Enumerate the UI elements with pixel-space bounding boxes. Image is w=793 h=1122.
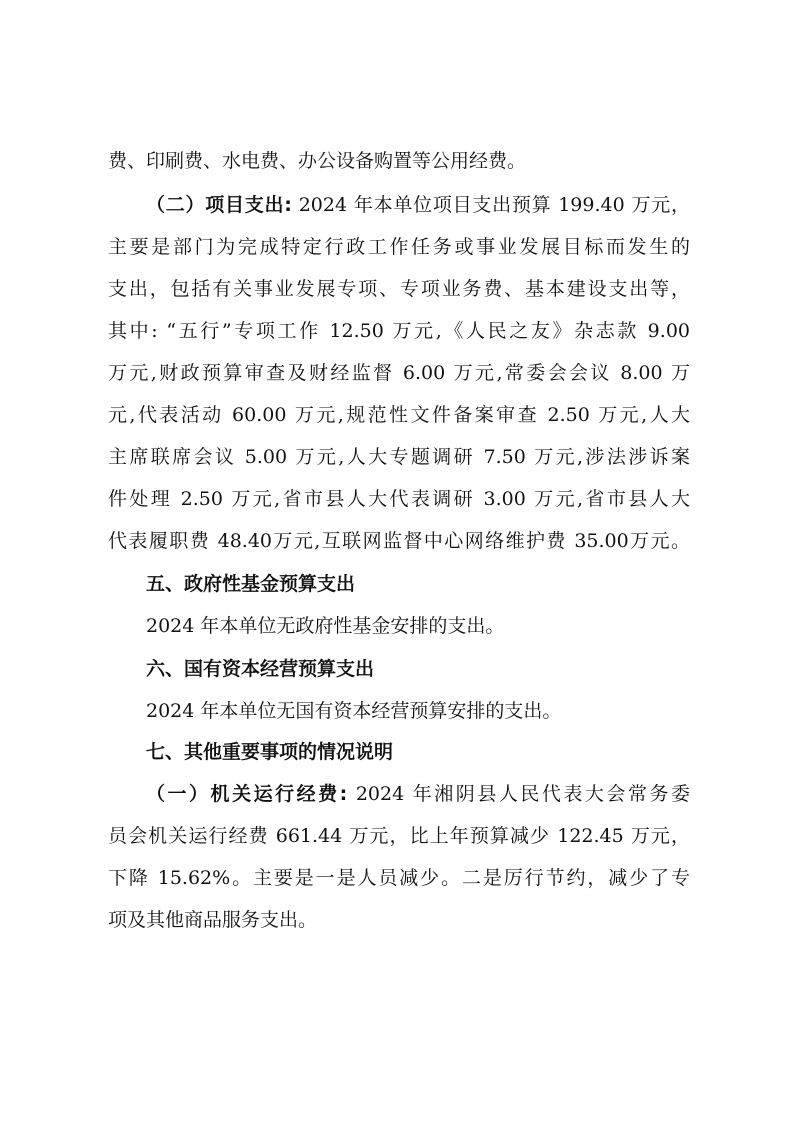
paragraph-line: 元,代表活动 60.00 万元,规范性文件备案审查 2.50 万元,人大: [108, 404, 690, 426]
section-6-text: 2024 年本单位无国有资本经营预算安排的支出。: [146, 700, 562, 722]
paragraph-line: 员会机关运行经费 661.44 万元，比上年预算减少 122.45 万元，: [108, 825, 690, 847]
paragraph-line: 代表履职费 48.40万元,互联网监督中心网络维护费 35.00万元。: [108, 530, 690, 552]
paragraph-line: 件处理 2.50 万元,省市县人大代表调研 3.00 万元,省市县人大: [108, 488, 690, 510]
paragraph-line: 其中: “五行”专项工作 12.50 万元,《人民之友》杂志款 9.00: [108, 320, 690, 342]
paragraph-line: 项及其他商品服务支出。: [108, 909, 318, 931]
paragraph-line: 万元,财政预算审查及财经监督 6.00 万元,常委会会议 8.00 万: [108, 362, 690, 384]
paragraph-line: 下降 15.62%。主要是一是人员减少。二是厉行节约，减少了专: [108, 867, 690, 889]
section-7-heading: 七、其他重要事项的情况说明: [146, 741, 394, 763]
paragraph-line: 主席联席会议 5.00 万元,人大专题调研 7.50 万元,涉法涉诉案: [108, 446, 690, 468]
operating-expense-label: （一）机关运行经费:: [146, 783, 348, 805]
paragraph-line: 费、印刷费、水电费、办公设备购置等公用经费。: [108, 150, 527, 172]
project-expense-line-1: （二）项目支出: 2024 年本单位项目支出预算 199.40 万元，: [146, 194, 690, 216]
project-expense-label: （二）项目支出:: [146, 194, 292, 216]
paragraph-line: 支出，包括有关事业发展专项、专项业务费、基本建设支出等，: [108, 278, 690, 300]
operating-expense-line-1: （一）机关运行经费: 2024 年湘阴县人民代表大会常务委: [146, 783, 690, 805]
paragraph-line: 主要是部门为完成特定行政工作任务或事业发展目标而发生的: [108, 236, 690, 258]
section-5-text: 2024 年本单位无政府性基金安排的支出。: [146, 615, 505, 637]
section-5-heading: 五、政府性基金预算支出: [146, 573, 356, 595]
section-6-heading: 六、国有资本经营预算支出: [146, 658, 375, 680]
